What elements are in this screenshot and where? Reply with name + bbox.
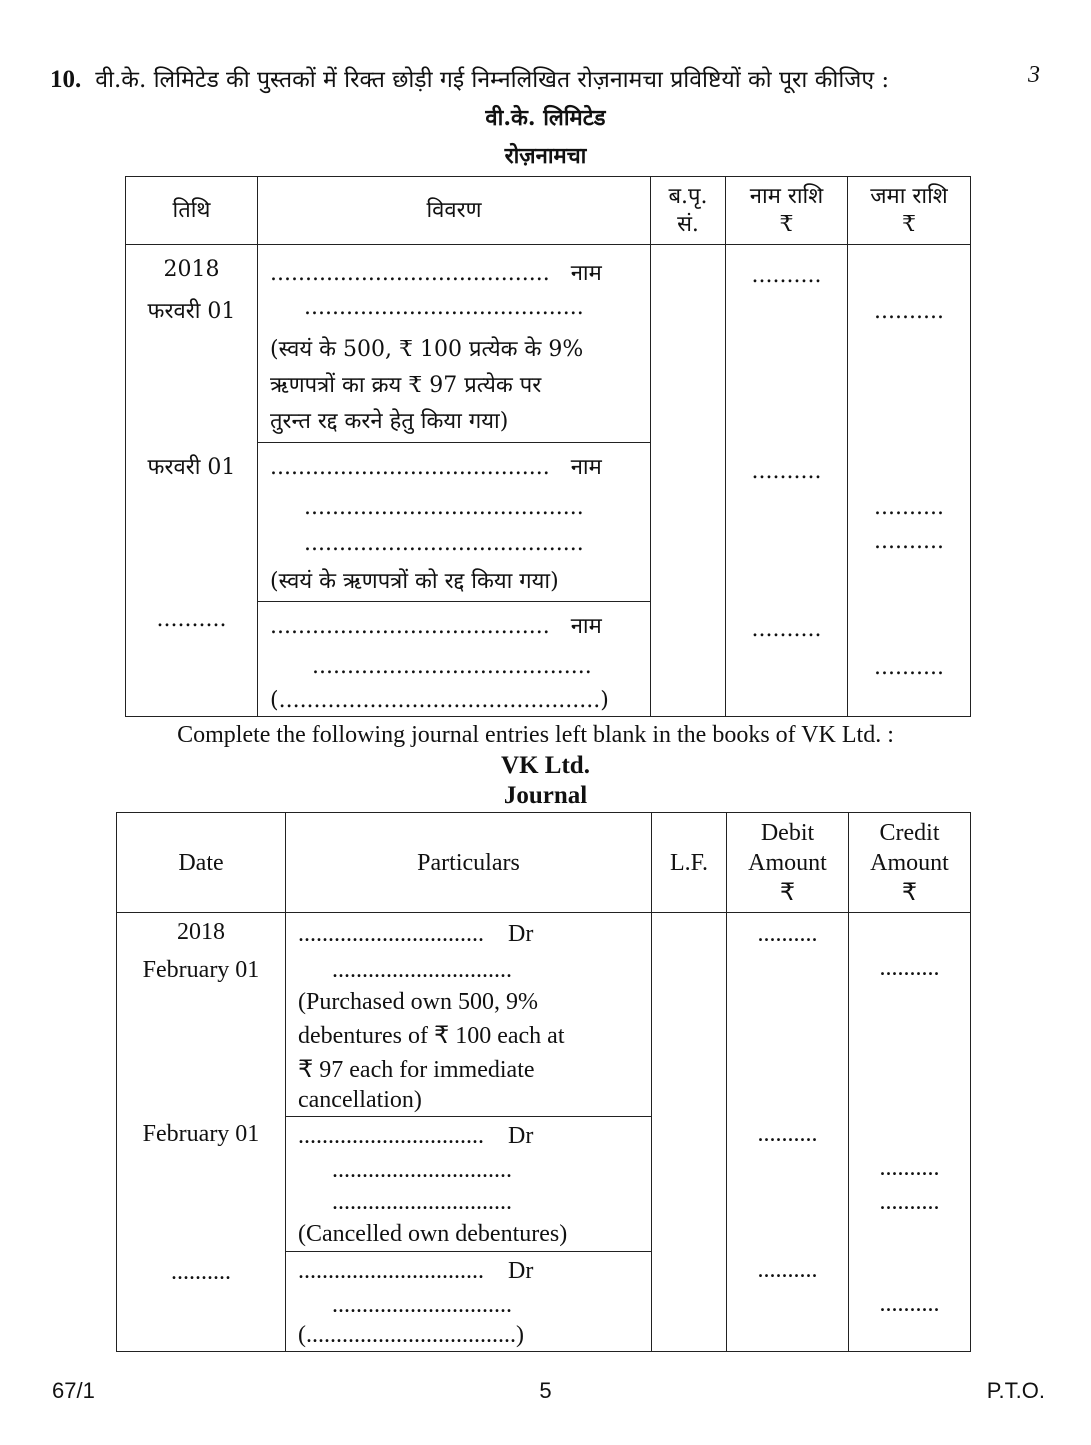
entry-1-particulars-hi: ........................................ नाम ........................................ (स्वयं के 500, ₹ 100 प्रत्येक के 9% ऋणपत्रों का क्रय ₹ 97 प्रत्येक पर तुरन्त रद्द करने हेतु किया गया)	[258, 245, 650, 443]
entry-1-particulars-en: ............................... Dr .............................. (Purchased own 500, 9% debentures of ₹ 100 each at ₹ 97 each for immediate cancellation)	[286, 913, 651, 1117]
entry-2-credit-2-en: ..........	[879, 1189, 940, 1215]
header-date-hi: तिथि	[126, 177, 258, 245]
question-text-hindi: वी.के. लिमिटेड की पुस्तकों में रिक्त छोड़ी गई निम्नलिखित रोज़नामचा प्रविष्टियों को पूरा कीजिए :	[95, 67, 890, 93]
entry-3-credit-en: ..........	[879, 1291, 940, 1317]
entry-3-date-en: ..........	[171, 1259, 231, 1285]
english-company-title: VK Ltd.	[501, 752, 590, 779]
entry-1-date-hi: फरवरी 01	[147, 299, 236, 324]
particulars-column-en	[286, 913, 652, 1352]
english-journal-table	[116, 812, 971, 1352]
entry-1-year-hi: 2018	[163, 257, 220, 282]
entry-3-particulars-hi: ........................................ नाम ........................................ (..............................................)	[270, 614, 609, 713]
entry-3-debit-hi: ..........	[751, 617, 822, 642]
question-number: 10.	[50, 66, 82, 93]
header-debit-hi: नाम राशि ₹	[726, 177, 848, 245]
hindi-journal-title: रोज़नामचा	[504, 143, 587, 169]
entry-1-year-en: 2018	[177, 919, 225, 945]
lf-column-hi	[651, 245, 726, 717]
header-particulars-en: Particulars	[286, 813, 652, 913]
debit-column-en	[727, 913, 849, 1352]
entry-1-debit-hi: ..........	[751, 263, 822, 288]
question-line	[50, 62, 1040, 94]
entry-3-particulars-en: ............................... Dr .............................. (...................................)	[298, 1258, 534, 1348]
header-date-en: Date	[117, 813, 286, 913]
footer-code: 67/1	[52, 1378, 95, 1403]
hindi-journal-table	[125, 176, 971, 717]
entry-1-credit-hi: ..........	[874, 299, 944, 324]
entry-2-date-hi: फरवरी 01	[147, 455, 236, 480]
entry-2-debit-en: ..........	[757, 1121, 818, 1147]
date-column-hi	[126, 245, 258, 717]
particulars-column-hi	[258, 245, 651, 717]
hindi-company-title: वी.के. लिमिटेड	[485, 105, 606, 131]
entry-3-debit-en: ..........	[757, 1257, 818, 1283]
credit-column-hi	[848, 245, 971, 717]
header-credit-hi: जमा राशि ₹	[848, 177, 971, 245]
header-lf-en: L.F.	[652, 813, 727, 913]
header-lf-hi: ब.पृ. सं.	[651, 177, 726, 245]
entry-3-credit-hi: ..........	[874, 655, 944, 680]
header-debit-en: Debit Amount ₹	[727, 813, 849, 913]
entry-2-credit-1-en: ..........	[879, 1155, 940, 1181]
entry-2-debit-hi: ..........	[751, 459, 822, 484]
entry-1-credit-en: ..........	[879, 955, 940, 981]
date-column-en	[117, 913, 286, 1352]
debit-column-hi	[726, 245, 848, 717]
question-marks: 3	[1028, 62, 1040, 88]
entry-2-credit-1-hi: ..........	[874, 495, 944, 520]
header-credit-en: Credit Amount ₹	[849, 813, 971, 913]
english-journal-title: Journal	[503, 782, 588, 809]
lf-column-en	[652, 913, 727, 1352]
entry-1-debit-en: ..........	[757, 921, 818, 947]
credit-column-en	[849, 913, 971, 1352]
footer-page-number: 5	[539, 1378, 552, 1403]
header-particulars-hi: विवरण	[258, 177, 651, 245]
entry-2-particulars-en: ............................... Dr .............................. .............................. (Cancelled own debentures)	[286, 1117, 651, 1252]
english-instruction: Complete the following journal entries left blank in the books of VK Ltd. :	[177, 722, 894, 748]
entry-3-date-hi: ..........	[156, 607, 227, 632]
footer-pto: P.T.O.	[986, 1378, 1045, 1403]
entry-2-particulars-hi: ........................................ नाम ........................................ ........................................ (स्वयं के ऋणपत्रों को रद्द किया गया)	[258, 443, 650, 602]
entry-2-credit-2-hi: ..........	[874, 529, 944, 554]
entry-2-date-en: February 01	[142, 1121, 260, 1147]
entry-1-date-en: February 01	[142, 957, 260, 983]
